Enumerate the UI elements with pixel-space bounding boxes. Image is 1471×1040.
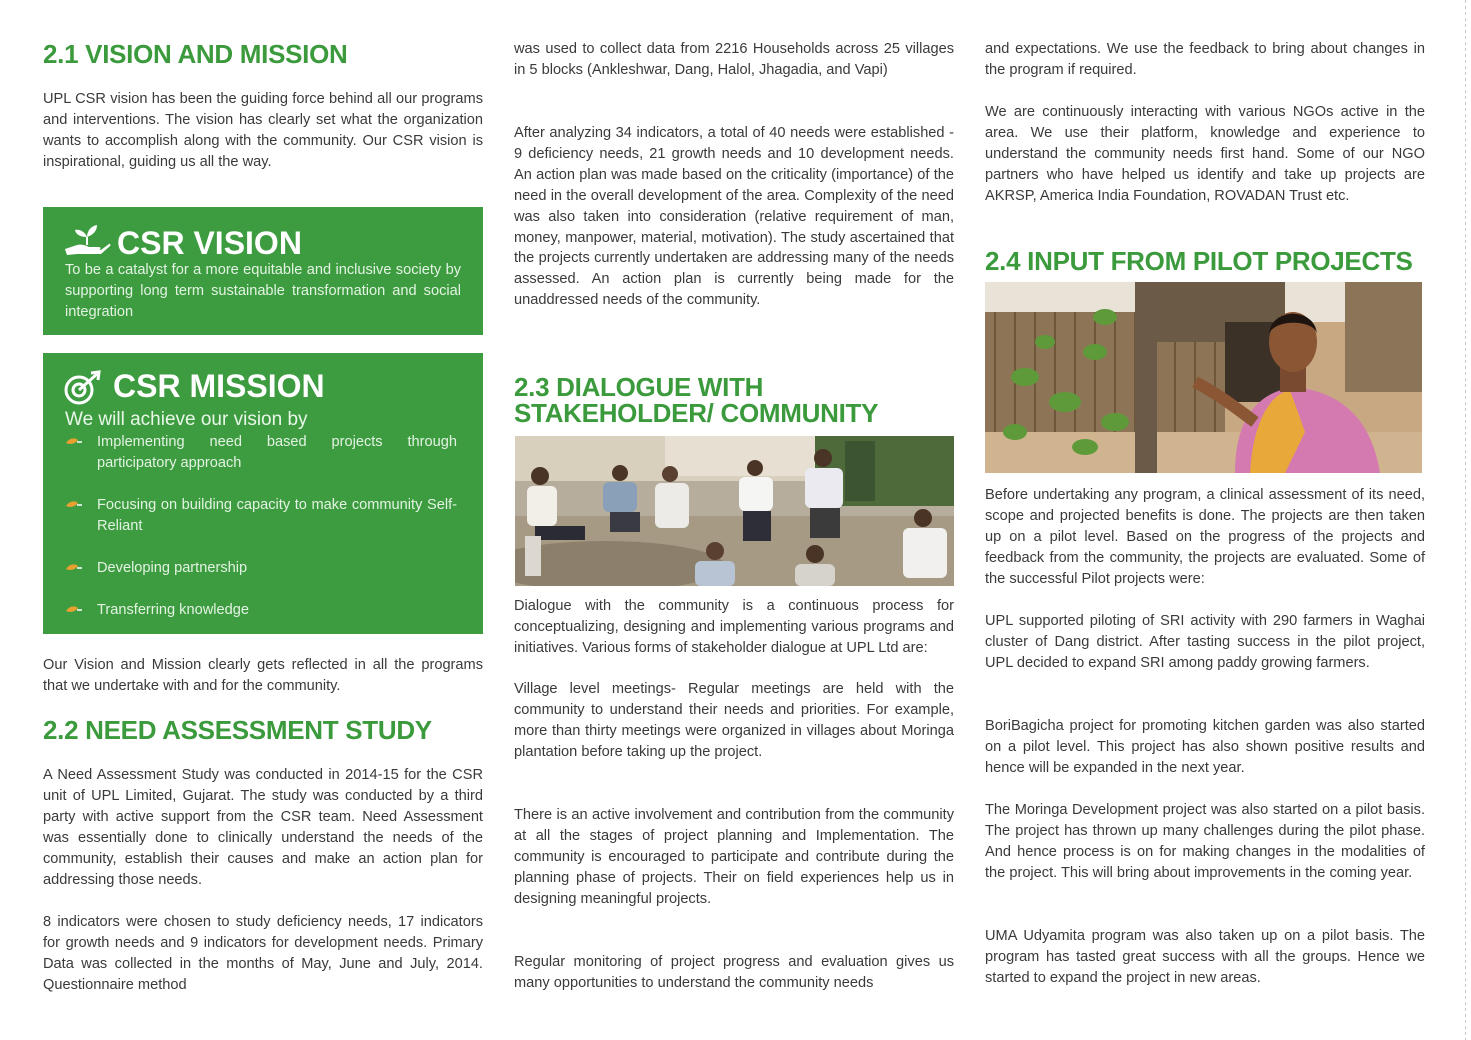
need-assessment-paragraph-3: was used to collect data from 2216 Households across 25 villages in 5 blocks (Ankleshwar, Dang, Halol, Jhagadia, and Vapi) [514, 41, 954, 78]
community-meeting-photo [515, 436, 954, 586]
heading-need-assessment: 2.2 NEED ASSESSMENT STUDY [43, 715, 432, 745]
need-assessment-paragraph-4: After analyzing 34 indicators, a total of 40 needs were established - 9 deficiency needs, 21 growth needs and 10 development needs. An action plan was made based on the criticality (importance) of the need in the overall development of the area. Complexity of the need was also taken into consideration (relative requirement of man, money, manpower, material, motivation). The study ascertained that the projects currently undertaken are addressing many of the needs assessed. An action plan is currently being made for the unaddressed needs of the community. [514, 125, 954, 309]
vision-intro-paragraph: UPL CSR vision has been the guiding force behind all our programs and interventions. The vision has clearly set what the organization wants to accomplish along with the community. Our CSR vision is inspirational, guiding us all the way. [43, 91, 483, 170]
leaf-bullet-icon [65, 605, 83, 615]
leaf-bullet-icon [65, 437, 83, 447]
pilot-paragraph-4: The Moringa Development project was also started on a pilot basis. The project has thrown up many challenges during the pilot phase. And hence process is on for making changes in the modalities of the project. This will bring about improvements in the coming year. [985, 802, 1425, 881]
csr-vision-title: CSR VISION [117, 225, 302, 261]
hand-with-sprout-icon [63, 223, 111, 257]
leaf-bullet-icon [65, 563, 83, 573]
csr-vision-text: To be a catalyst for a more equitable and inclusive society by supporting long term sustainable transformation and social integration [65, 262, 461, 320]
heading-pilot-projects: 2.4 INPUT FROM PILOT PROJECTS [985, 246, 1413, 276]
csr-mission-intro: We will achieve our vision by [65, 409, 308, 430]
need-assessment-paragraph-1: A Need Assessment Study was conducted in 2014-15 for the CSR unit of UPL Limited, Gujarat. The study was conducted by a third party with active support from the CSR team. Need Assessment was essentially done to clinically understand the needs of the community, establish their causes and make an action plan for addressing those needs. [43, 767, 483, 888]
heading-vision-mission: 2.1 VISION AND MISSION [43, 39, 348, 69]
leaf-bullet-icon [65, 500, 83, 510]
csr-mission-box [43, 353, 483, 634]
csr-mission-title: CSR MISSION [113, 368, 325, 404]
csr-vision-box [43, 207, 483, 335]
heading-dialogue-line2: STAKEHOLDER/ COMMUNITY [514, 398, 879, 428]
vision-outro-paragraph: Our Vision and Mission clearly gets reflected in all the programs that we undertake with and for the community. [43, 657, 483, 694]
mission-item-text: Transferring knowledge [97, 602, 249, 618]
target-icon [63, 370, 101, 406]
page-fold-line [1465, 0, 1466, 1040]
pilot-paragraph-2: UPL supported piloting of SRI activity with 290 farmers in Waghai cluster of Dang district. After tasting success in the pilot project, UPL decided to expand SRI among paddy growing farmers. [985, 613, 1425, 671]
dialogue-paragraph-1: Dialogue with the community is a continuous process for conceptualizing, designing and implementing various programs and initiatives. Various forms of stakeholder dialogue at UPL Ltd are: [514, 598, 954, 656]
mission-item-text: Implementing need based projects through participatory approach [97, 434, 457, 471]
need-assessment-paragraph-2: 8 indicators were chosen to study deficiency needs, 17 indicators for growth needs and 9 indicators for development needs. Primary Data was collected in the months of May, June and July, 2014. Questionnaire method [43, 914, 483, 993]
pilot-paragraph-3: BoriBagicha project for promoting kitchen garden was also started on a pilot level. This project has also shown positive results and hence will be expanded in the next year. [985, 718, 1425, 776]
dialogue-paragraph-5: and expectations. We use the feedback to bring about changes in the program if required. [985, 41, 1425, 78]
heading-dialogue-line1: 2.3 DIALOGUE WITH [514, 372, 764, 402]
pilot-paragraph-1: Before undertaking any program, a clinical assessment of its need, scope and projected benefits is done. The projects are then taken up on a pilot level. Based on the progress of the projects and feedback from the community, the projects are evaluated. Some of the successful Pilot projects were: [985, 487, 1425, 587]
dialogue-paragraph-3: There is an active involvement and contribution from the community at all the stages of project planning and Implementation. The community is encouraged to participate and contribute during the planning phase of projects. Their on field experiences help us in designing meaningful projects. [514, 807, 954, 907]
mission-item-text: Developing partnership [97, 560, 248, 576]
dialogue-paragraph-6: We are continuously interacting with various NGOs active in the area. We use their platform, knowledge and experience to understand the community needs first hand. Some of our NGO partners who have helped us identify and take up projects are AKRSP, America India Foundation, ROVADAN Trust etc. [985, 104, 1425, 204]
dialogue-paragraph-2: Village level meetings- Regular meetings are held with the community to understand their needs and priorities. For example, more than thirty meetings were organized in villages about Moringa plantation before taking up the project. [514, 681, 954, 760]
dialogue-paragraph-4: Regular monitoring of project progress and evaluation gives us many opportunities to understand the community needs [514, 954, 954, 991]
mission-item-text: Focusing on building capacity to make community Self-Reliant [97, 497, 457, 534]
pilot-paragraph-5: UMA Udyamita program was also taken up on a pilot basis. The program has tasted great success with all the groups. Hence we started to expand the project in new areas. [985, 928, 1425, 986]
pilot-project-photo [985, 282, 1422, 473]
